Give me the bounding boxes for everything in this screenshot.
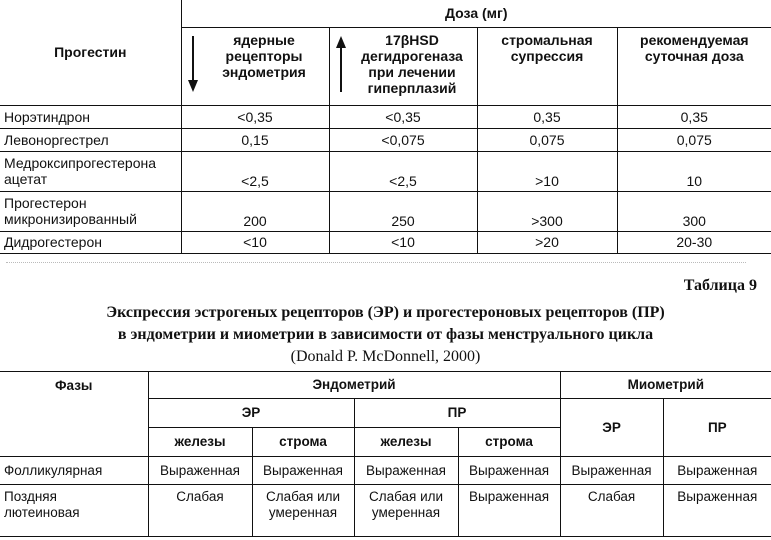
col-recommended-line: суточная доза xyxy=(644,47,744,64)
progestin-header: Прогестин xyxy=(0,0,181,105)
col-nuclear-line: ядерные xyxy=(233,31,295,48)
table-row xyxy=(0,105,771,128)
phase-name-line: Поздняя xyxy=(4,489,57,504)
col-17bhsd-line: дегидрогеназа xyxy=(361,47,463,64)
dose-cell: >20 xyxy=(477,231,617,253)
table-row xyxy=(0,485,771,537)
col-17bhsd-line: гиперплазий xyxy=(367,79,457,96)
col-nuclear-receptors xyxy=(181,27,329,105)
progestin-name-line: Прогестерон xyxy=(4,195,87,211)
caption-source: (Donald P. McDonnell, 2000) xyxy=(290,348,481,365)
col-stromal-suppression xyxy=(477,27,617,105)
progestin-name xyxy=(0,105,181,128)
dose-cell: <2,5 xyxy=(329,151,477,191)
progestin-name xyxy=(0,191,181,231)
expression-line: Слабая xyxy=(176,489,224,504)
progestin-name xyxy=(0,231,181,253)
table-row xyxy=(0,191,771,231)
endometrium-pr-header: ПР xyxy=(354,399,560,428)
progestin-name-line: микронизированный xyxy=(4,211,137,227)
expression-line: Выраженная xyxy=(677,462,758,478)
expression-cell xyxy=(354,485,458,537)
dose-cell: 300 xyxy=(617,191,771,231)
expression-line: Слабая xyxy=(587,489,636,504)
dose-cell: <10 xyxy=(329,231,477,253)
progestin-name-line: Норэтиндрон xyxy=(4,108,90,125)
dose-cell: 200 xyxy=(181,191,329,231)
col-17bhsd-line: при лечении xyxy=(368,63,456,80)
progestin-name-line: ацетат xyxy=(4,171,48,187)
caption-line: Экспрессия эстрогеных рецепторов (ЭР) и прогестероновых рецепторов (ПР) xyxy=(106,304,665,321)
dose-cell: 0,15 xyxy=(181,128,329,151)
col-17bhsd xyxy=(329,27,477,105)
dose-cell: <0,075 xyxy=(329,128,477,151)
down-arrow-icon xyxy=(188,34,198,94)
expression-cell xyxy=(560,485,663,537)
col-recommended-dose xyxy=(617,27,771,105)
expression-line: Выраженная xyxy=(677,489,758,504)
er-glands-header: железы xyxy=(148,428,252,457)
up-arrow-icon xyxy=(336,34,346,94)
expression-line: умеренная xyxy=(371,505,441,520)
table-row xyxy=(0,457,771,485)
col-stromal-line: супрессия xyxy=(510,47,584,64)
dose-header: Доза (мг) xyxy=(181,0,771,27)
progestin-name-line: Дидрогестерон xyxy=(4,234,102,250)
scan-dotted-line xyxy=(6,262,746,267)
col-17bhsd-line: 17βHSD xyxy=(385,31,439,48)
table-row xyxy=(0,128,771,151)
table-row xyxy=(0,151,771,191)
dose-cell: <10 xyxy=(181,231,329,253)
col-nuclear-line: эндометрия xyxy=(222,63,306,80)
expression-cell xyxy=(663,457,771,485)
progestin-name-line: Левоноргестрел xyxy=(4,131,109,148)
expression-line: Слабая или xyxy=(265,489,341,504)
dose-cell: 10 xyxy=(617,151,771,191)
pr-glands-header: железы xyxy=(354,428,458,457)
dose-cell: <0,35 xyxy=(181,105,329,128)
dose-cell: 0,35 xyxy=(477,105,617,128)
expression-cell xyxy=(560,457,663,485)
myometrium-header: Миометрий xyxy=(560,372,771,399)
table-number-label: Таблица 9 xyxy=(683,277,757,294)
table-row xyxy=(0,231,771,253)
dose-cell: <0,35 xyxy=(329,105,477,128)
endometrium-er-header: ЭР xyxy=(148,399,354,428)
expression-cell xyxy=(458,457,560,485)
progestin-name-line: Медроксипрогестерона xyxy=(4,155,157,171)
expression-cell xyxy=(663,485,771,537)
expression-line: Выраженная xyxy=(366,462,446,478)
phases-header: Фазы xyxy=(0,372,148,457)
er-stroma-header: строма xyxy=(252,428,354,457)
caption-line: в эндометрии и миометрии в зависимости от фазы менструального цикла xyxy=(117,326,654,343)
expression-line: Выраженная xyxy=(160,462,240,478)
col-recommended-line: рекомендуемая xyxy=(640,31,749,48)
phase-name xyxy=(0,485,148,537)
dose-cell: >300 xyxy=(477,191,617,231)
phase-name xyxy=(0,457,148,485)
progestin-dose-table xyxy=(0,0,771,254)
expression-cell xyxy=(354,457,458,485)
expression-line: умеренная xyxy=(268,505,338,520)
dose-cell: 0,075 xyxy=(617,128,771,151)
dose-cell: <2,5 xyxy=(181,151,329,191)
col-nuclear-line: рецепторы xyxy=(225,47,303,64)
dose-cell: 20-30 xyxy=(617,231,771,253)
myometrium-pr-header: ПР xyxy=(663,399,771,457)
expression-cell xyxy=(252,485,354,537)
expression-cell xyxy=(148,485,252,537)
expression-line: Выраженная xyxy=(469,489,550,504)
phase-name-line: лютеиновая xyxy=(4,505,80,520)
expression-line: Выраженная xyxy=(263,462,343,478)
pr-stroma-header: строма xyxy=(458,428,560,457)
expression-line: Слабая или xyxy=(368,489,444,504)
receptor-expression-table xyxy=(0,371,771,537)
progestin-name xyxy=(0,151,181,191)
dose-cell: >10 xyxy=(477,151,617,191)
dose-cell: 250 xyxy=(329,191,477,231)
dose-cell: 0,35 xyxy=(617,105,771,128)
progestin-name xyxy=(0,128,181,151)
expression-cell xyxy=(458,485,560,537)
expression-cell xyxy=(252,457,354,485)
expression-cell xyxy=(148,457,252,485)
endometrium-header: Эндометрий xyxy=(148,372,560,399)
col-stromal-line: стромальная xyxy=(501,31,593,48)
dose-cell: 0,075 xyxy=(477,128,617,151)
phase-name-line: Фолликулярная xyxy=(4,462,103,478)
table-caption xyxy=(0,302,771,368)
expression-line: Выраженная xyxy=(469,462,550,478)
expression-line: Выраженная xyxy=(571,462,652,478)
myometrium-er-header: ЭР xyxy=(560,399,663,457)
